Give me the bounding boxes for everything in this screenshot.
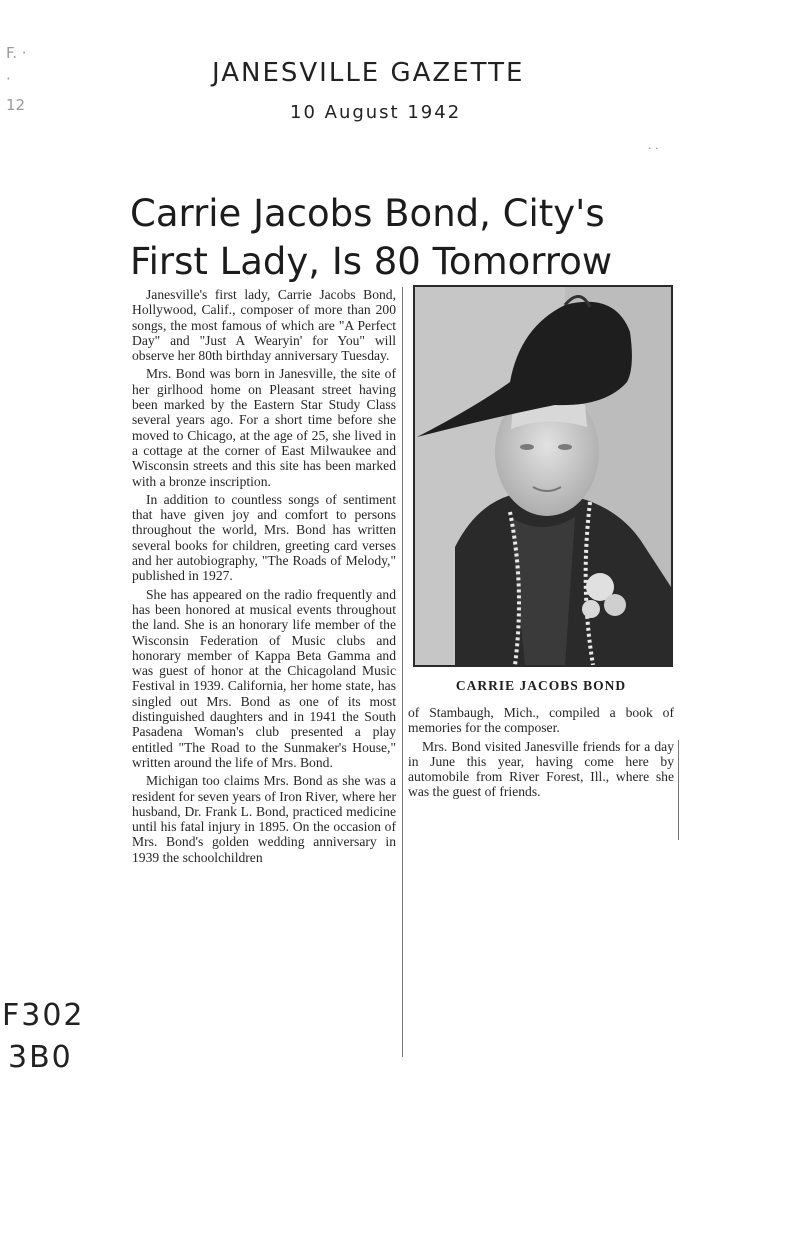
margin-note-top-right: · · [648,142,659,155]
portrait-photo [413,285,673,667]
archive-code-2: 3B0 [8,1040,73,1075]
article-left-column [132,287,396,868]
archive-code-1: F302 [2,998,85,1033]
headline: Carrie Jacobs Bond, City's First Lady, Is 80 Tomorrow [130,192,613,283]
column-rule [402,287,403,1057]
article-paragraph: Michigan too claims Mrs. Bond as she was a resident for seven years of Iron River, where her husband, Dr. Frank L. Bond, practiced medicine until his fatal injury in 1895. On the occasion of Mrs. Bond's golden wedding anniversary in 1939 the schoolchildren [132,773,396,865]
article-paragraph: Janesville's first lady, Carrie Jacobs Bond, Hollywood, Calif., composer of more than 200 songs, the most famous of which are "A Perfect Day" and "Just A Wearyin' for You" will observe her 80th birthday anniversary Tuesday. [132,287,396,364]
photo-caption: CARRIE JACOBS BOND [455,678,627,693]
masthead-publication: JANESVILLE GAZETTE [212,58,525,88]
column-rule [678,740,679,840]
article-paragraph: Mrs. Bond was born in Janesville, the site of her girlhood home on Pleasant street having been marked by the Eastern Star Study Class several years ago. For a short time before she moved to Chicago, at the age of 25, she lived in a cottage at the corner of East Milwaukee and Wisconsin streets and this site has been marked with a bronze inscription. [132,366,396,489]
article-paragraph: Mrs. Bond visited Janesville friends for a day in June this year, having come here by automobile from River Forest, Ill., where she was the guest of friends. [408,738,674,800]
margin-note-top-left: F. · · 12 [6,44,27,114]
masthead-date: 10 August 1942 [290,102,462,123]
article-right-column [408,705,674,803]
article-paragraph: of Stambaugh, Mich., compiled a book of memories for the composer. [408,705,674,736]
portrait-image [415,287,671,665]
article-paragraph: She has appeared on the radio frequently and has been honored at musical events throughout the land. She is an honorary life member of the Wisconsin Federation of Music clubs and honorary member of Kappa Beta Gamma and was guest of honor at the Chicagoland Music Festival in 1939. California, her home state, has singled out Mrs. Bond as one of its most distinguished daughters and in 1941 the South Pasadena Woman's club presented a play entitled "The Road to the Sunmaker's House," written around the life of Mrs. Bond. [132,586,396,770]
article-paragraph: In addition to countless songs of sentiment that have given joy and comfort to persons throughout the world, Mrs. Bond has written several books for children, greeting card verses and her autobiography, "The Roads of Melody," published in 1927. [132,491,396,584]
